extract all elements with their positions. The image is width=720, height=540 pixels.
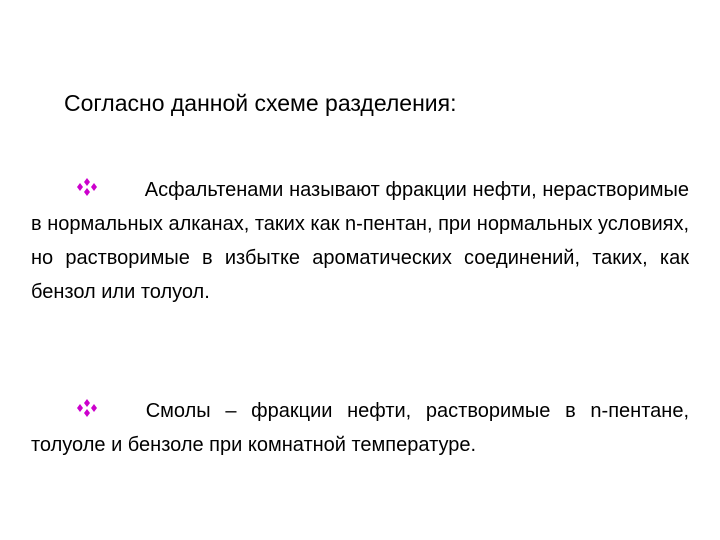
bullet-text: Асфальтенами называют фракции нефти, нерастворимые в нормальных алканах, таких как n-пентан, при нормальных условиях, но растворимые в избытке ароматических соединений, таких, как бензол или толуол. — [31, 179, 690, 303]
bullet-text: Смолы – фракции нефти, растворимые в n-пентане, толуоле и бензоле при комнатной температуре. — [31, 400, 689, 456]
diamond-bullet-icon — [75, 177, 101, 199]
bullet-item-resins — [31, 394, 689, 462]
bullet-item-asphaltenes — [31, 173, 689, 309]
slide-heading: Согласно данной схеме разделения: — [64, 90, 457, 116]
diamond-bullet-icon — [75, 398, 101, 420]
